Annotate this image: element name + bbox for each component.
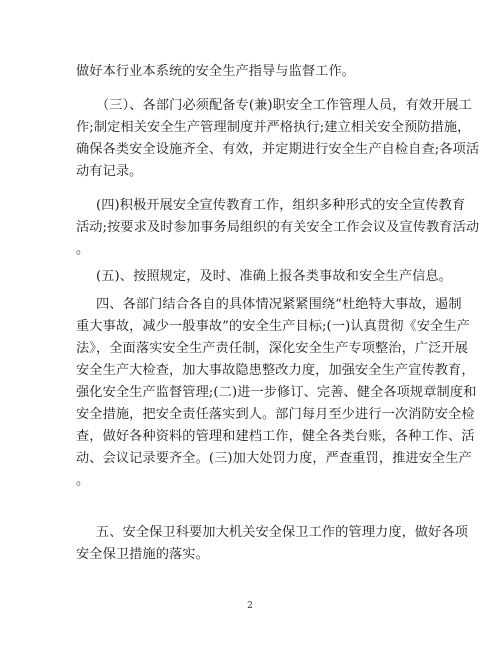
text-line: (四)积极开展安全宣传教育工作，组织多种形式的安全宣传教育 <box>96 198 466 213</box>
text-line: 作;制定相关安全生产管理制度并严格执行;建立相关安全预防措施， <box>76 120 471 135</box>
page-number: 2 <box>247 601 253 611</box>
text-line: 安全生产大检查，加大事故隐患整改力度，加强安全生产宣传教育， <box>76 363 475 378</box>
text-line: 做好本行业本系统的安全生产指导与监督工作。 <box>76 64 356 79</box>
text-line: 查，做好各种资料的管理和建档工作，健全各类台账，各种工作、活 <box>76 429 475 444</box>
text-line: 强化安全生产监督管理;(二)进一步修订、完善、健全各项规章制度和 <box>76 385 477 400</box>
text-line: 动、会议记录要齐全。(三)加大处罚力度，严查重罚，推进安全生产 <box>76 451 472 466</box>
text-line: (五)、按照规定，及时、准确上报各类事故和安全生产信息。 <box>96 269 452 284</box>
text-line: 重大事故，减少一般事故”的安全生产目标;(一)认真贯彻《安全生产 <box>76 319 470 334</box>
text-line: 。 <box>76 473 90 488</box>
text-line: 安全保卫措施的落实。 <box>76 547 209 562</box>
text-line: （三）、各部门必须配备专(兼)职安全工作管理人员，有效开展工 <box>96 98 472 113</box>
text-line: 法》，全面落实安全生产责任制，深化安全生产专项整治，广泛开展 <box>76 341 469 356</box>
text-line: 五、安全保卫科要加大机关安全保卫工作的管理力度，做好各项 <box>96 525 469 540</box>
text-line: 动有记录。 <box>76 164 143 179</box>
text-line: 活动;按要求及时参加事务局组织的有关安全工作会议及宣传教育活动 <box>76 220 480 235</box>
text-line: 。 <box>76 242 90 257</box>
text-line: 安全措施，把安全责任落实到人。部门每月至少进行一次消防安全检 <box>76 407 475 422</box>
text-line: 四、各部门结合各自的具体情况紧紧围绕“杜绝特大事故，遏制 <box>96 297 462 312</box>
text-line: 确保各类安全设施齐全、有效，并定期进行安全生产自检自查;各项活 <box>76 142 480 157</box>
